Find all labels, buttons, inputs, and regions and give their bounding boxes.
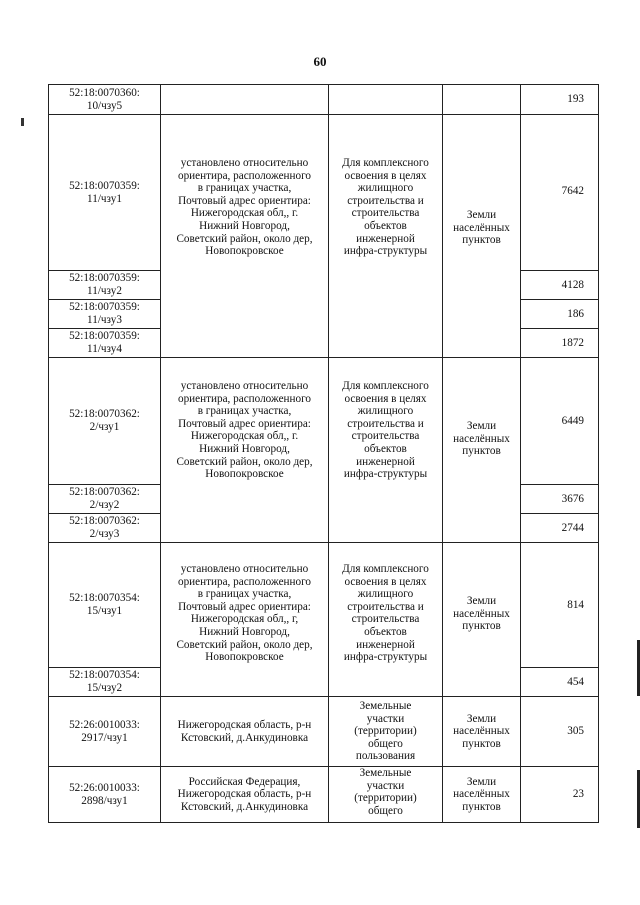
category-cell: [443, 85, 521, 115]
purpose-cell: Земельные участки (территории) общего пользования: [329, 697, 443, 767]
cadastral-number-cell: 52:18:0070362: 2/чзу3: [49, 514, 161, 543]
page-number: 60: [313, 54, 327, 69]
scan-mark: [21, 118, 24, 126]
area-cell: 305: [521, 697, 599, 767]
purpose-cell: Для комплексного освоения в целях жилищного строительства и строительства объектов инженерной инфра-структуры: [329, 543, 443, 697]
purpose-cell: Земельные участки (территории) общего: [329, 767, 443, 823]
cadastral-number-cell: 52:18:0070359: 11/чзу4: [49, 329, 161, 358]
category-cell: Земли населённых пунктов: [443, 697, 521, 767]
location-cell: Российская Федерация, Нижегородская область, р-н Кстовский, д.Анкудиновка: [161, 767, 329, 823]
area-cell: 814: [521, 543, 599, 668]
category-cell: Земли населённых пунктов: [443, 767, 521, 823]
category-cell: Земли населённых пунктов: [443, 358, 521, 543]
purpose-cell: Для комплексного освоения в целях жилищного строительства и строительства объектов инженерной инфра-структуры: [329, 115, 443, 358]
table-row: [49, 358, 599, 485]
area-cell: 2744: [521, 514, 599, 543]
cadastral-number-cell: 52:26:0010033: 2898/чзу1: [49, 767, 161, 823]
location-cell: Нижегородская область, р-н Кстовский, д.Анкудиновка: [161, 697, 329, 767]
cadastral-number-cell: 52:18:0070359: 11/чзу2: [49, 271, 161, 300]
area-cell: 186: [521, 300, 599, 329]
location-cell: установлено относительно ориентира, расположенного в границах участка, Почтовый адрес ориентира: Нижегородская обл,, г. Нижний Новгород, Советский район, около дер, Новопокровское: [161, 115, 329, 358]
area-cell: 3676: [521, 485, 599, 514]
location-cell: [161, 85, 329, 115]
table-row: [49, 543, 599, 668]
cadastral-number-cell: 52:18:0070359: 11/чзу3: [49, 300, 161, 329]
cadastral-number-cell: 52:18:0070354: 15/чзу1: [49, 543, 161, 668]
table-row: [49, 115, 599, 271]
cadastral-number-cell: 52:18:0070354: 15/чзу2: [49, 668, 161, 697]
table-row: [49, 85, 599, 115]
cadastral-number-cell: 52:18:0070360: 10/чзу5: [49, 85, 161, 115]
table-row: [49, 697, 599, 767]
area-cell: 1872: [521, 329, 599, 358]
cadastral-number-cell: 52:18:0070362: 2/чзу1: [49, 358, 161, 485]
location-cell: установлено относительно ориентира, расположенного в границах участка, Почтовый адрес ориентира: Нижегородская обл,, г, Нижний Новгород, Советский район, около дер, Новопокровское: [161, 543, 329, 697]
location-cell: установлено относительно ориентира, расположенного в границах участка, Почтовый адрес ориентира: Нижегородская обл,, г. Нижний Новгород, Советский район, около дер, Новопокровское: [161, 358, 329, 543]
area-cell: 23: [521, 767, 599, 823]
cadastral-number-cell: 52:18:0070362: 2/чзу2: [49, 485, 161, 514]
table-row: [49, 767, 599, 823]
cadastral-number-cell: 52:26:0010033: 2917/чзу1: [49, 697, 161, 767]
land-plots-table: [48, 84, 599, 823]
area-cell: 454: [521, 668, 599, 697]
category-cell: Земли населённых пунктов: [443, 543, 521, 697]
area-cell: 4128: [521, 271, 599, 300]
area-cell: 6449: [521, 358, 599, 485]
cadastral-number-cell: 52:18:0070359: 11/чзу1: [49, 115, 161, 271]
purpose-cell: Для комплексного освоения в целях жилищного строительства и строительства объектов инженерной инфра-структуры: [329, 358, 443, 543]
category-cell: Земли населённых пунктов: [443, 115, 521, 358]
area-cell: 7642: [521, 115, 599, 271]
purpose-cell: [329, 85, 443, 115]
area-cell: 193: [521, 85, 599, 115]
